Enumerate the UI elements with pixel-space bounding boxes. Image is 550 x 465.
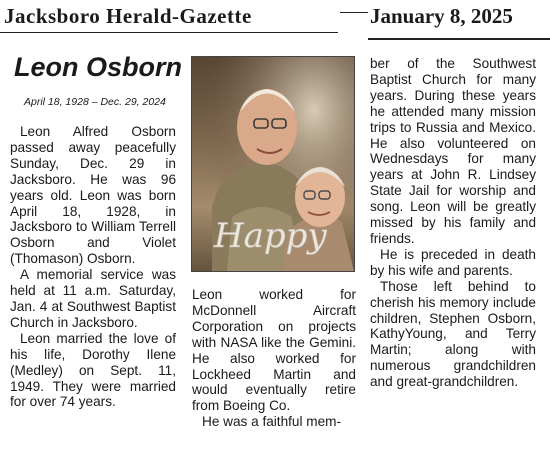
obituary-name: Leon Osborn [14, 52, 182, 82]
masthead [0, 0, 550, 44]
life-dates: April 18, 1928 – Dec. 29, 2024 [24, 96, 166, 108]
paragraph: Leon worked for McDonnell Aircraft Corporation on projects with NASA like the Gemini. He also worked for Lockheed Martin and would eventually retire from Boeing Co. [192, 287, 356, 414]
paragraph: A memorial service was held at 11 a.m. Saturday, Jan. 4 at Southwest Baptist Church in Jacksboro. [10, 267, 176, 330]
newspaper-name: Jacksboro Herald-Gazette [4, 4, 252, 28]
paragraph: He is preceded in death by his wife and parents. [370, 246, 536, 278]
portrait-photo-illustration [192, 57, 354, 271]
publication-date: January 8, 2025 [370, 4, 513, 28]
text-column-1 [10, 124, 176, 410]
paragraph: ber of the Southwest Baptist Church for many years. During these years he attended many mission trips to Russia and Mexico. He also volunteered on Wednesdays for many years at John R. Lindsey State Jail for worship and song. Leon will be greatly missed by his family and friends. [370, 56, 536, 246]
masthead-rule-connector [340, 12, 368, 13]
paragraph: Leon married the love of his life, Dorothy Ilene (Medley) on Sept. 11, 1949. They were married for over 74 years. [10, 330, 176, 410]
masthead-rule [0, 32, 338, 33]
text-column-2 [192, 287, 356, 430]
paragraph: He was a faithful mem- [202, 414, 342, 430]
text-column-3 [370, 56, 536, 390]
paragraph: Leon Alfred Osborn passed away peacefully Sunday, Dec. 29 in Jacksboro. He was 96 years old. Leon was born April 18, 1928, in Jacksboro to William Terrell Osborn and Violet (Thomason) Osborn. [10, 124, 176, 267]
portrait-photo [191, 56, 355, 272]
date-rule [368, 38, 550, 40]
paragraph: Those left behind to cherish his memory include children, Stephen Osborn, KathyYoung, and Terry Martin; along with numerous grandchildren and great-grandchildren. [370, 278, 536, 390]
cake-topper-sign: Happy [214, 216, 327, 256]
